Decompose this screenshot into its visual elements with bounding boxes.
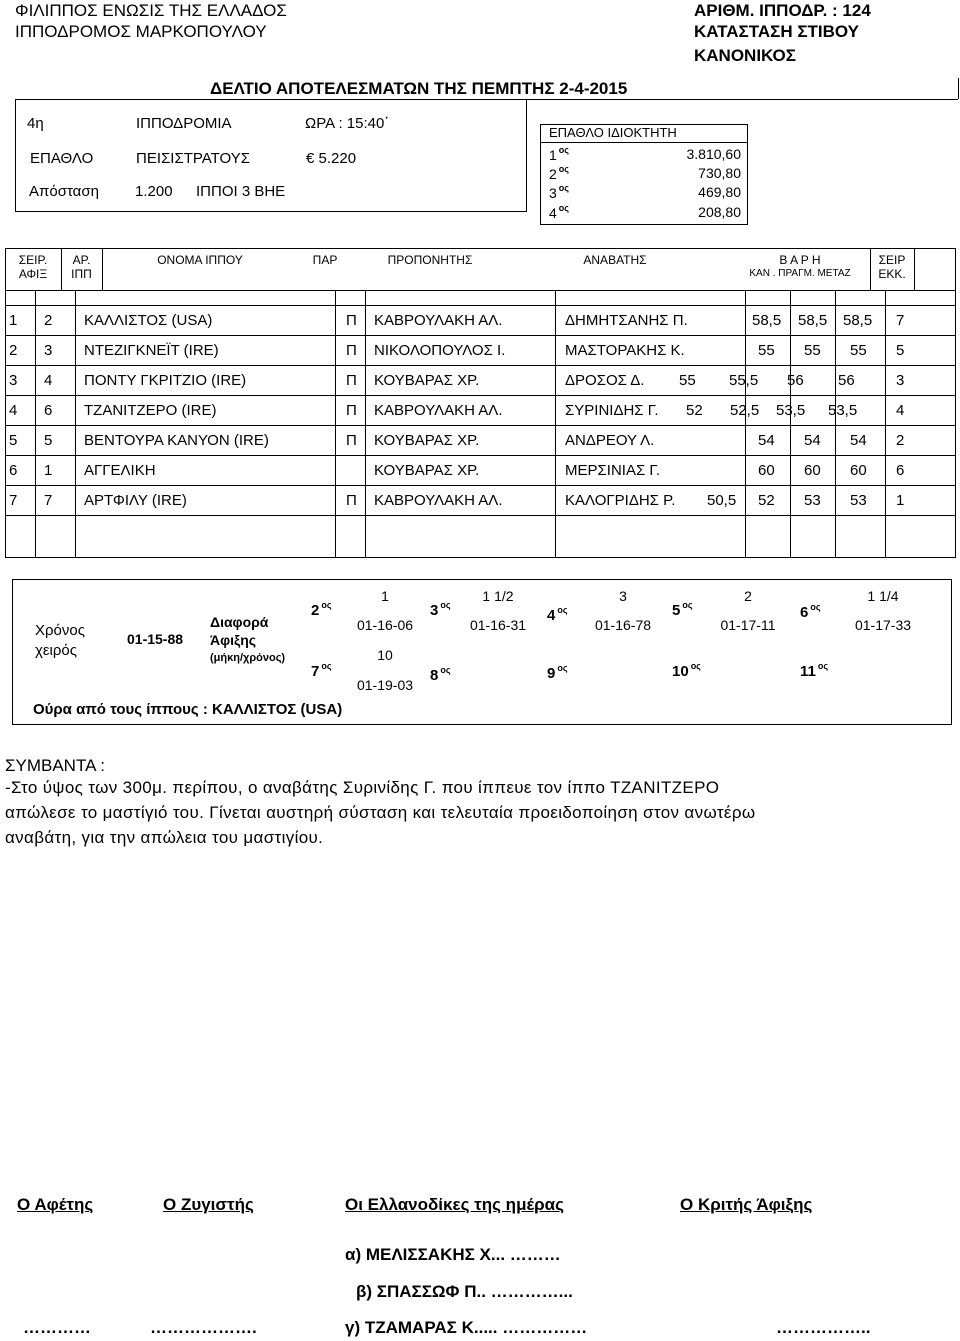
cell-trainer: ΚΟΥΒΑΡΑΣ ΧΡ. [374,432,480,449]
cell-weight-kan: 52 [758,492,775,509]
cell-pos: 4 [9,402,18,419]
cell-weight-kan: 58,5 [752,312,782,329]
race-time: ΩΡΑ : 15:40΄ [305,115,390,132]
cell-horse-number: 7 [44,492,53,509]
cell-jockey: ΑΝΔΡΕΟΥ Λ. [565,432,655,449]
finish-difference-label: Διαφορά Άφιξης (μήκη/χρόνος) [210,614,286,664]
cell-jockey: ΜΑΣΤΟΡΑΚΗΣ Κ. [565,342,685,359]
margin-6: 1 1/4 [867,588,899,604]
margin-7: 10 [377,647,393,663]
cell-jockey: ΣΥΡΙΝΙΔΗΣ Γ. [565,402,659,419]
time-6: 01-17-33 [854,617,912,633]
cell-trainer: ΚΑΒΡΟΥΛΑΚΗ ΑΛ. [374,492,503,509]
row-divider [5,455,956,456]
header-horse-name: ΟΝΟΜΑ ΙΠΠΟΥ [157,253,243,267]
cell-horse-name: ΒΕΝΤΟΥΡΑ ΚΑΝΥΟΝ (IRE) [84,432,269,449]
cell-draw: 3 [896,372,905,389]
cell-horse-name: ΑΡΤΦΙΛΥ (IRE) [84,492,187,509]
cell-weight-metaz: 55 [850,342,867,359]
cell-par: Π [346,402,357,419]
cell-horse-number: 5 [44,432,53,449]
row-divider [5,365,956,366]
time-2: 01-16-06 [356,617,414,633]
cell-weight-metaz: 54 [850,432,867,449]
place-2: 2 $^{o\varsigma}$ [311,600,332,619]
weigher-signature: ………………. [150,1318,257,1337]
cell-jockey-weight: 50,5 [707,492,737,509]
cell-pos: 6 [9,462,18,479]
row-divider [5,395,956,396]
place-8: 8 $^{o\varsigma}$ [430,665,451,684]
events-line-3: αναβάτη, για την απώλεια του μαστιγίου. [5,828,324,847]
table-row [5,485,955,515]
cell-weight-kan: 55 [758,342,775,359]
bulletin-title: ΔΕΛΤΙΟ ΑΠΟΤΕΛΕΣΜΑΤΩΝ ΤΗΣ ΠΕΜΠΤΗΣ 2-4-2015 [210,79,628,98]
judge-signature: …………….. [776,1318,871,1337]
col-divider [35,290,36,558]
cell-horse-name: ΠΟΝΤΥ ΓΚΡΙΤΖΙΟ (IRE) [84,372,247,389]
header-pos: ΣΕΙΡ. ΑΦΙΞ [18,253,48,281]
margin-2: 1 [381,588,389,604]
owner-prize-divider [540,142,748,143]
place-11: 11 $^{o\varsigma}$ [800,661,829,680]
cell-par: Π [346,312,357,329]
margin-3: 1 1/2 [482,588,514,604]
track-condition-label: ΚΑΤΑΣΤΑΣΗ ΣΤΙΒΟΥ [694,22,860,41]
place-9: 9 $^{o\varsigma}$ [547,663,568,682]
distance-label: Απόσταση [29,183,99,200]
cell-horse-number: 4 [44,372,53,389]
cell-horse-number: 1 [44,462,53,479]
time-3: 01-16-31 [469,617,527,633]
header-horse-number: ΑΡ. ΙΠΠ [71,253,92,281]
race-label: ΙΠΠΟΔΡΟΜΙΑ [136,115,232,132]
col-divider [835,290,836,558]
meeting-number: ΑΡΙΘΜ. ΙΠΠΟΔΡ. : 124 [694,1,871,20]
cell-pos: 1 [9,312,18,329]
cell-par: Π [346,342,357,359]
owner-prize-title: ΕΠΑΘΛΟ ΙΔΙΟΚΤΗΤΗ [549,125,677,140]
cell-par: Π [346,372,357,389]
distance-value: 1.200 [135,183,173,200]
events-line-2: απώλεσε το μαστίγιό του. Γίνεται αυστηρή σύσταση και τελευταία προειδοποίηση στον ανωτέρω [5,803,756,822]
place-10: 10 $^{o\varsigma}$ [672,661,701,680]
last-horse: Ούρα από τους ίππους : ΚΑΛΛΙΣΤΟΣ (USA) [33,701,343,718]
time-7: 01-19-03 [356,677,414,693]
header-trainer: ΠΡΟΠΟΝΗΤΗΣ [387,253,473,267]
col-divider [75,290,76,558]
prize-name: ΠΕΙΣΙΣΤΡΑΤΟΥΣ [136,150,251,167]
cell-draw: 1 [896,492,905,509]
place-5: 5 $^{o\varsigma}$ [672,600,693,619]
place-4: 4 $^{o\varsigma}$ [547,605,568,624]
stewards-label: Οι Ελλανοδίκες της ημέρας [345,1195,564,1214]
prize-amount: € 5.220 [306,150,357,167]
owner-prize-place: 4 $^{o\varsigma}$ [549,203,569,221]
prize-label: ΕΠΑΘΛΟ [30,150,94,167]
owner-prize-place: 3 $^{o\varsigma}$ [549,183,569,201]
starter-signature: ………… [23,1318,91,1337]
events-line-1: -Στο ύψος των 300μ. περίπου, ο αναβάτης Συρινίδης Γ. που ίππευε τον ίππο ΤΖΑΝΙΤΖΕΡΟ [5,778,720,797]
horses-count: ΙΠΠΟΙ 3 ΒΗΕ [196,183,286,200]
cell-par: Π [346,432,357,449]
col-divider [365,290,366,558]
cell-horse-number: 6 [44,402,53,419]
owner-prize-amount: 469,80 [698,184,741,200]
steward-c: γ) ΤΖΑΜΑΡΑΣ Κ..... …………… [345,1318,588,1337]
table-row [5,425,955,455]
steward-a: α) ΜΕΛΙΣΣΑΚΗΣ Χ... ……… [345,1245,561,1264]
owner-prize-place: 2 $^{o\varsigma}$ [549,164,569,182]
cell-trainer: ΚΟΥΒΑΡΑΣ ΧΡ. [374,372,480,389]
cell-draw: 2 [896,432,905,449]
cell-draw: 4 [896,402,905,419]
cell-jockey-weight: 52 [686,402,703,419]
cell-weight-metaz: 56 [838,372,855,389]
col-divider [914,248,915,290]
time-5: 01-17-11 [720,617,776,633]
col-divider [102,248,103,290]
cell-weight-metaz: 58,5 [843,312,873,329]
winner-time: 01-15-88 [127,631,184,647]
place-7: 7 $^{o\varsigma}$ [311,661,332,680]
cell-weight-pragm: 54 [804,432,821,449]
cell-weight-pragm: 56 [787,372,804,389]
table-row [5,395,955,425]
table-row [5,305,955,335]
cell-weight-pragm: 53 [804,492,821,509]
place-6: 6 $^{o\varsigma}$ [800,602,821,621]
time-4: 01-16-78 [594,617,652,633]
cell-weight-metaz: 53 [850,492,867,509]
col-divider [885,290,886,558]
row-divider [5,515,956,516]
cell-weight-kan: 52,5 [730,402,760,419]
cell-horse-name: ΤΖΑΝΙΤΖΕΡΟ (IRE) [84,402,217,419]
racecourse-name: ΙΠΠΟΔΡΟΜΟΣ ΜΑΡΚΟΠΟΥΛΟΥ [15,22,267,41]
cell-weight-pragm: 60 [804,462,821,479]
weigher-label: Ο Ζυγιστής [163,1195,254,1214]
cell-trainer: ΚΑΒΡΟΥΛΑΚΗ ΑΛ. [374,312,503,329]
header-draw: ΣΕΙΡ ΕΚΚ. [878,253,906,281]
cell-weight-pragm: 58,5 [798,312,828,329]
cell-pos: 5 [9,432,18,449]
cell-draw: 5 [896,342,905,359]
header-weights: Β Α Ρ Η ΚΑΝ . ΠΡΑΓΜ. ΜΕΤΑΖ [749,253,851,279]
cell-weight-pragm: 53,5 [776,402,806,419]
header-par: ΠΑΡ [312,253,338,267]
starter-label: Ο Αφέτης [17,1195,94,1214]
col-divider [790,290,791,558]
cell-jockey: ΜΕΡΣΙΝΙΑΣ Γ. [565,462,661,479]
cell-par: Π [346,492,357,509]
cell-horse-name: ΑΓΓΕΛΙΚΗ [84,462,156,479]
cell-draw: 7 [896,312,905,329]
cell-horse-number: 3 [44,342,53,359]
col-divider [745,290,746,558]
cell-horse-name: ΚΑΛΛΙΣΤΟΣ (USA) [84,312,213,329]
track-condition-value: ΚΑΝΟΝΙΚΟΣ [694,46,796,65]
cell-horse-number: 2 [44,312,53,329]
cell-trainer: ΚΑΒΡΟΥΛΑΚΗ ΑΛ. [374,402,503,419]
cell-pos: 7 [9,492,18,509]
row-divider [5,335,956,336]
row-divider [5,485,956,486]
cell-pos: 3 [9,372,18,389]
cell-jockey: ΚΑΛΟΓΡΙΔΗΣ Ρ. [565,492,676,509]
hand-time-label: Χρόνος χειρός [35,622,85,659]
owner-prize-amount: 3.810,60 [686,146,741,162]
cell-trainer: ΝΙΚΟΛΟΠΟΥΛΟΣ Ι. [374,342,506,359]
events-title: ΣΥΜΒΑΝΤΑ : [5,756,105,775]
table-row [5,455,955,485]
steward-b: β) ΣΠΑΣΣΩΦ Π.. …………... [356,1282,573,1301]
cell-jockey-weight: 55 [679,372,696,389]
table-row [5,365,955,395]
owner-prize-amount: 730,80 [698,165,741,181]
margin-4: 3 [619,588,627,604]
place-3: 3 $^{o\varsigma}$ [430,600,451,619]
cell-draw: 6 [896,462,905,479]
table-header-divider [5,290,956,291]
race-number: 4η [27,115,44,132]
title-bar-edge [958,78,959,99]
header-jockey: ΑΝΑΒΑΤΗΣ [583,253,647,267]
row-divider [5,425,956,426]
cell-weight-kan: 54 [758,432,775,449]
cell-weight-pragm: 55 [804,342,821,359]
col-divider [555,290,556,558]
cell-weight-kan: 60 [758,462,775,479]
cell-jockey: ΔΡΟΣΟΣ Δ. [565,372,645,389]
cell-trainer: ΚΟΥΒΑΡΑΣ ΧΡ. [374,462,480,479]
owner-prize-place: 1 $^{o\varsigma}$ [549,145,569,163]
cell-pos: 2 [9,342,18,359]
federation-name: ΦΙΛΙΠΠΟΣ ΕΝΩΣΙΣ ΤΗΣ ΕΛΛΑΔΟΣ [15,1,287,20]
cell-weight-metaz: 60 [850,462,867,479]
margin-5: 2 [744,588,752,604]
judge-label: Ο Κριτής Άφιξης [680,1195,813,1214]
table-row [5,335,955,365]
col-divider [335,290,336,558]
cell-weight-kan: 55,5 [729,372,759,389]
cell-horse-name: ΝΤΕΖΙΓΚΝΕΪΤ (IRE) [84,342,219,359]
row-divider [5,305,956,306]
owner-prize-amount: 208,80 [698,204,741,220]
cell-jockey: ΔΗΜΗΤΣΑΝΗΣ Π. [565,312,688,329]
cell-weight-metaz: 53,5 [828,402,858,419]
